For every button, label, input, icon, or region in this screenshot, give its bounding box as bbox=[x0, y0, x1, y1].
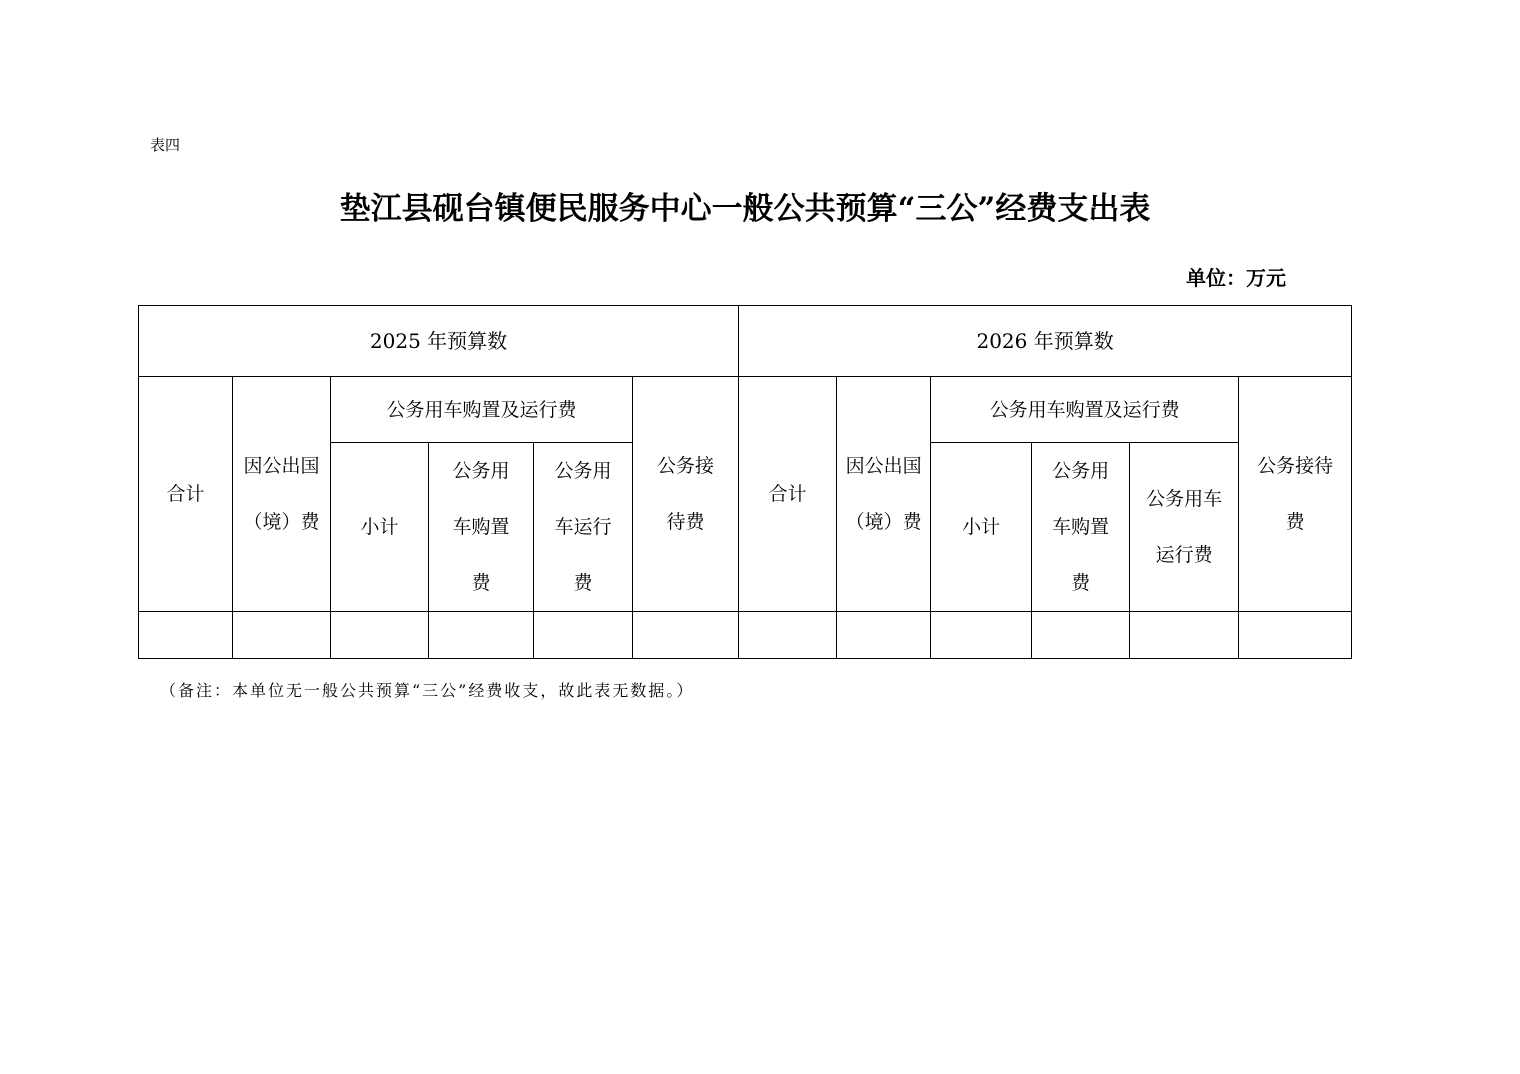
page-title: 垫江县砚台镇便民服务中心一般公共预算“三公”经费支出表 bbox=[339, 191, 1151, 227]
vehicle-purchase-header-2025: 公务用车购置费 bbox=[429, 443, 534, 612]
table-cell bbox=[429, 612, 534, 659]
reception-header-2025: 公务接待费 bbox=[633, 377, 739, 612]
subtotal-header-2025: 小计 bbox=[331, 443, 429, 612]
table-cell bbox=[534, 612, 633, 659]
abroad-header-2025: 因公出国（境）费 bbox=[233, 377, 331, 612]
total-header-2025: 合计 bbox=[139, 377, 233, 612]
table-cell bbox=[1130, 612, 1239, 659]
category-header-row bbox=[139, 377, 1352, 443]
vehicle-group-header-2026: 公务用车购置及运行费 bbox=[931, 377, 1239, 443]
vehicle-operation-header-2025: 公务用车运行费 bbox=[534, 443, 633, 612]
table-number-label: 表四 bbox=[150, 136, 181, 154]
table-row bbox=[139, 612, 1352, 659]
table-cell bbox=[633, 612, 739, 659]
three-public-expenses-table bbox=[138, 305, 1352, 659]
table-cell bbox=[739, 612, 837, 659]
abroad-header-2026: 因公出国（境）费 bbox=[837, 377, 931, 612]
table-cell bbox=[1239, 612, 1352, 659]
table-cell bbox=[331, 612, 429, 659]
reception-header-2026: 公务接待费 bbox=[1239, 377, 1352, 612]
vehicle-operation-header-2026: 公务用车运行费 bbox=[1130, 443, 1239, 612]
total-header-2026: 合计 bbox=[739, 377, 837, 612]
table-cell bbox=[139, 612, 233, 659]
table-cell bbox=[931, 612, 1032, 659]
vehicle-purchase-header-2026: 公务用车购置费 bbox=[1032, 443, 1130, 612]
year-header-row bbox=[139, 306, 1352, 377]
vehicle-group-header-2025: 公务用车购置及运行费 bbox=[331, 377, 633, 443]
table-cell bbox=[1032, 612, 1130, 659]
year-2025-header: 2025 年预算数 bbox=[139, 306, 739, 377]
year-2026-header: 2026 年预算数 bbox=[739, 306, 1352, 377]
subtotal-header-2026: 小计 bbox=[931, 443, 1032, 612]
table-cell bbox=[233, 612, 331, 659]
table-cell bbox=[837, 612, 931, 659]
footnote: （备注：本单位无一般公共预算“三公”经费收支，故此表无数据。） bbox=[160, 681, 695, 700]
unit-label: 单位：万元 bbox=[1186, 266, 1286, 290]
